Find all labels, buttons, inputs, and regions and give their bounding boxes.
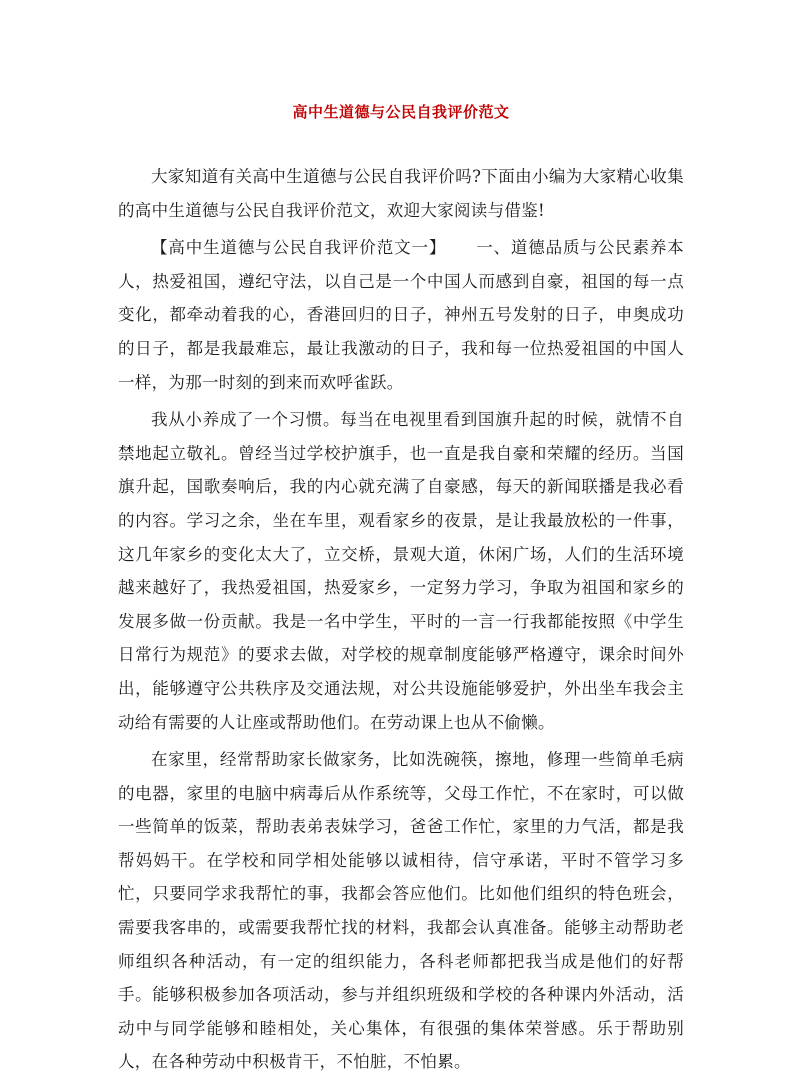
body-paragraph-2: 我从小养成了一个习惯。每当在电视里看到国旗升起的时候，就情不自禁地起立敬礼。曾经当过学校护旗手，也一直是我自豪和荣耀的经历。当国旗升起，国歌奏响后，我的内心就充满了自豪感，每天的新闻联播是我必看的内容。学习之余，坐在车里，观看家乡的夜景，是让我最放松的一件事，这几年家乡的变化太大了，立交桥，景观大道，休闲广场，人们的生活环境越来越好了，我热爱祖国，热爱家乡，一定努力学习，争取为祖国和家乡的发展多做一份贡献。我是一名中学生，平时的一言一行我都能按照《中学生日常行为规范》的要求去做，对学校的规章制度能够严格遵守，课余时间外出，能够遵守公共秩序及交通法规，对公共设施能够爱护，外出坐车我会主动给有需要的人让座或帮助他们。在劳动课上也从不偷懒。 bbox=[118, 410, 684, 732]
section-heading: 【高中生道德与公民自我评价范文一】 bbox=[151, 238, 447, 258]
intro-paragraph: 大家知道有关高中生道德与公民自我评价吗?下面由小编为大家精心收集的高中生道德与公民自我评价范文，欢迎大家阅读与借鉴! bbox=[118, 167, 684, 220]
document-page bbox=[118, 92, 684, 1083]
document-title: 高中生道德与公民自我评价范文 bbox=[292, 103, 510, 121]
body-paragraph-3: 在家里，经常帮助家长做家务，比如洗碗筷，擦地，修理一些简单毛病的电器，家里的电脑中病毒后从作系统等，父母工作忙，不在家时，可以做一些简单的饭菜，帮助表弟表妹学习，爸爸工作忙，家里的力气活，都是我帮妈妈干。在学校和同学相处能够以诚相待，信守承诺，平时不管学习多忙，只要同学求我帮忙的事，我都会答应他们。比如他们组织的特色班会，需要我客串的，或需要我帮忙找的材料，我都会认真准备。能够主动帮助老师组织各种活动，有一定的组织能力，各科老师都把我当成是他们的好帮手。能够积极参加各项活动，参与并组织班级和学校的各种课内外活动，活动中与同学能够和睦相处，关心集体，有很强的集体荣誉感。乐于帮助别人，在各种劳动中积极肯干，不怕脏，不怕累。 bbox=[118, 750, 684, 1072]
section-one-paragraph bbox=[118, 231, 684, 399]
section-one-text: 一、道德品质与公民素养本人，热爱祖国，遵纪守法，以自己是一个中国人而感到自豪，祖国的每一点变化，都牵动着我的心，香港回归的日子，神州五号发射的日子，申奥成功的日子，都是我最难忘，最让我激动的日子，我和每一位热爱祖国的中国人一样，为那一时刻的到来而欢呼雀跃。 bbox=[118, 238, 684, 392]
